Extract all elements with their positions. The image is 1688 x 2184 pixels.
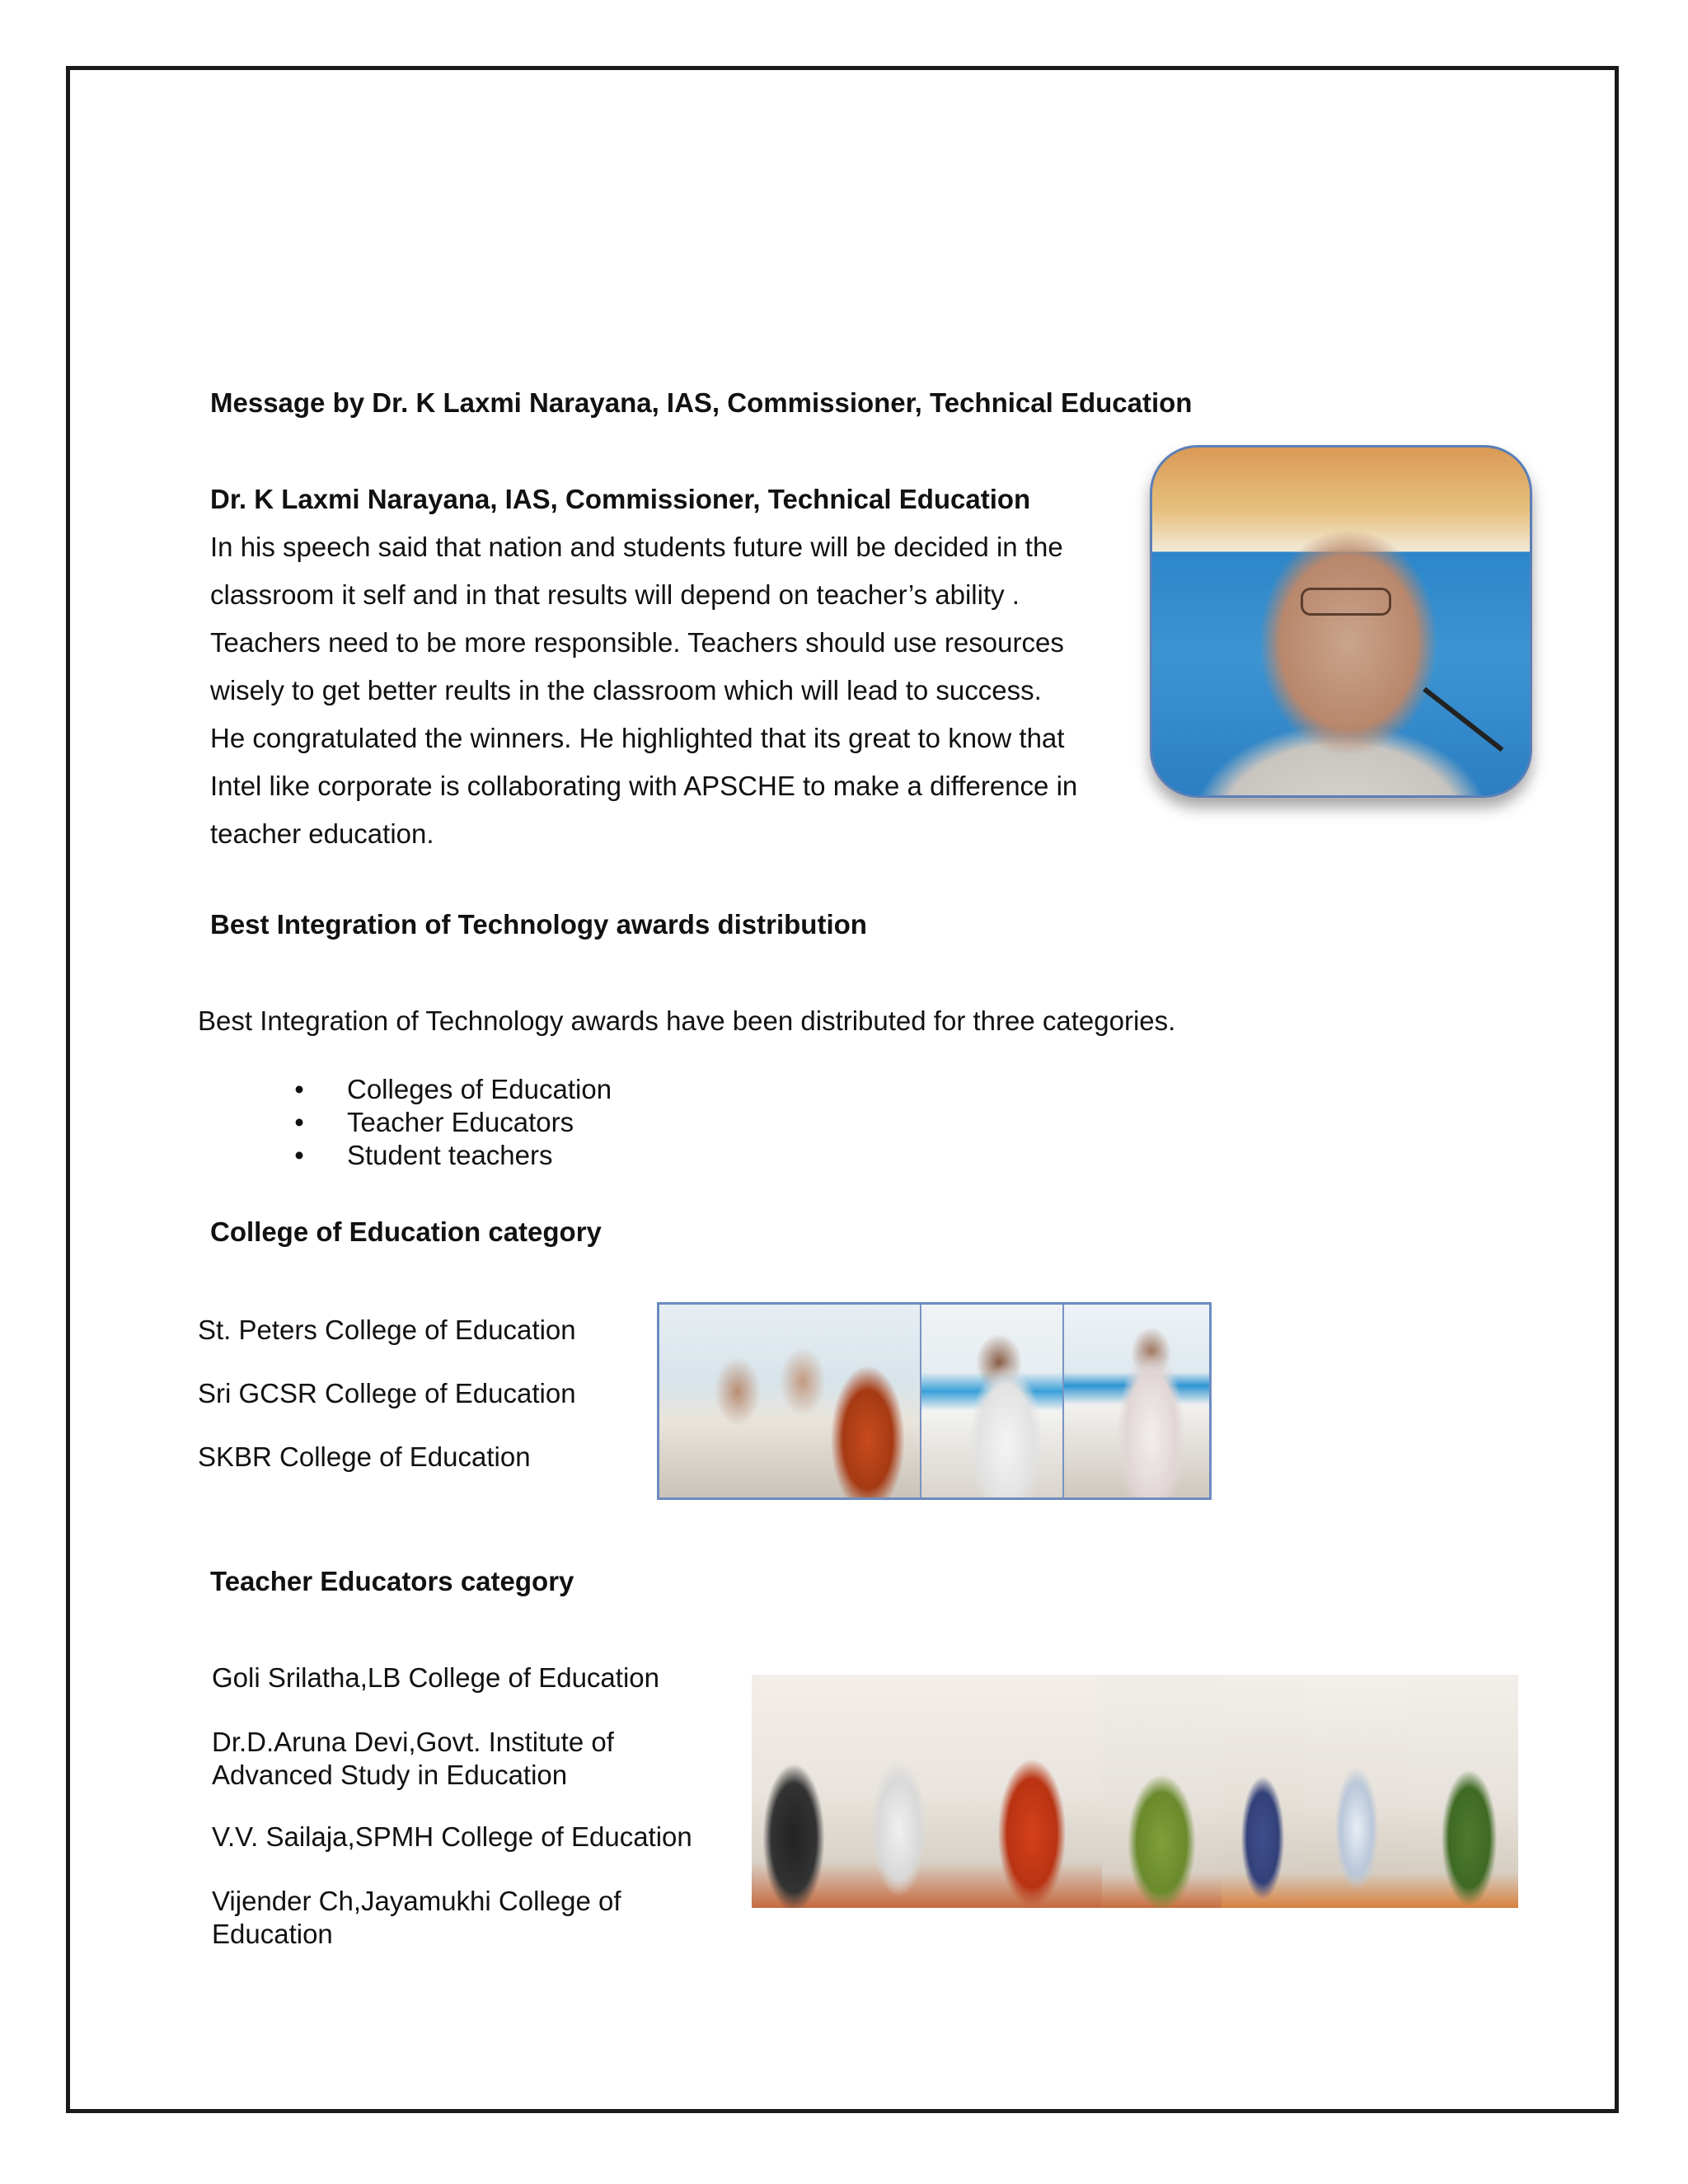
award-photo	[1102, 1675, 1221, 1908]
teacher-educator-item: Dr.D.Aruna Devi,Govt. Institute of Advanced Study in Education	[212, 1727, 614, 1790]
college-name: St. Peters College of Education	[198, 1315, 576, 1345]
speech-line: classroom it self and in that results will depend on teacher’s ability .	[210, 579, 1020, 610]
college-name: SKBR College of Education	[198, 1441, 531, 1472]
teacher-award-photo-strip	[752, 1675, 1518, 1908]
teacher-category-heading: Teacher Educators category	[210, 1566, 574, 1596]
teacher-educator-item: Vijender Ch,Jayamukhi College of Education	[212, 1886, 621, 1949]
award-photo	[659, 1305, 921, 1497]
awards-intro: Best Integration of Technology awards have been distributed for three categories.	[198, 1005, 1176, 1036]
awards-heading: Best Integration of Technology awards distribution	[210, 909, 867, 940]
microphone-detail	[1423, 687, 1503, 752]
award-photo	[752, 1675, 1102, 1908]
award-photo	[921, 1305, 1064, 1497]
speech-line: In his speech said that nation and students future will be decided in the	[210, 532, 1063, 562]
college-award-photo-strip	[657, 1302, 1212, 1500]
bullet-icon: •	[294, 1107, 304, 1137]
teacher-educator-item: Goli Srilatha,LB College of Education	[212, 1662, 659, 1693]
message-heading: Message by Dr. K Laxmi Narayana, IAS, Commissioner, Technical Education	[210, 387, 1193, 418]
award-photo	[1304, 1675, 1409, 1908]
teacher-educator-item: V.V. Sailaja,SPMH College of Education	[212, 1821, 692, 1852]
speech-line: wisely to get better reults in the classroom which will lead to success.	[210, 675, 1042, 705]
commissioner-portrait-photo	[1150, 445, 1532, 798]
award-photo	[1409, 1675, 1518, 1908]
speech-line: Intel like corporate is collaborating with APSCHE to make a difference in	[210, 771, 1078, 801]
bullet-icon: •	[294, 1074, 304, 1104]
categories-list	[283, 1073, 612, 1172]
college-name: Sri GCSR College of Education	[198, 1378, 576, 1408]
list-item: • Colleges of Education	[283, 1073, 612, 1106]
speaker-name: Dr. K Laxmi Narayana, IAS, Commissioner, Technical Education	[210, 484, 1031, 514]
speech-line: teacher education.	[210, 818, 434, 849]
award-photo	[1064, 1305, 1209, 1497]
speech-line: He congratulated the winners. He highlighted that its great to know that	[210, 723, 1065, 753]
speech-line: Teachers need to be more responsible. Teachers should use resources	[210, 627, 1064, 658]
award-photo	[1221, 1675, 1304, 1908]
list-item: • Teacher Educators	[283, 1106, 612, 1139]
bullet-icon: •	[294, 1140, 304, 1170]
list-item: • Student teachers	[283, 1139, 612, 1172]
college-category-heading: College of Education category	[210, 1216, 602, 1247]
glasses-detail	[1301, 588, 1391, 616]
speech-block	[210, 476, 1125, 858]
